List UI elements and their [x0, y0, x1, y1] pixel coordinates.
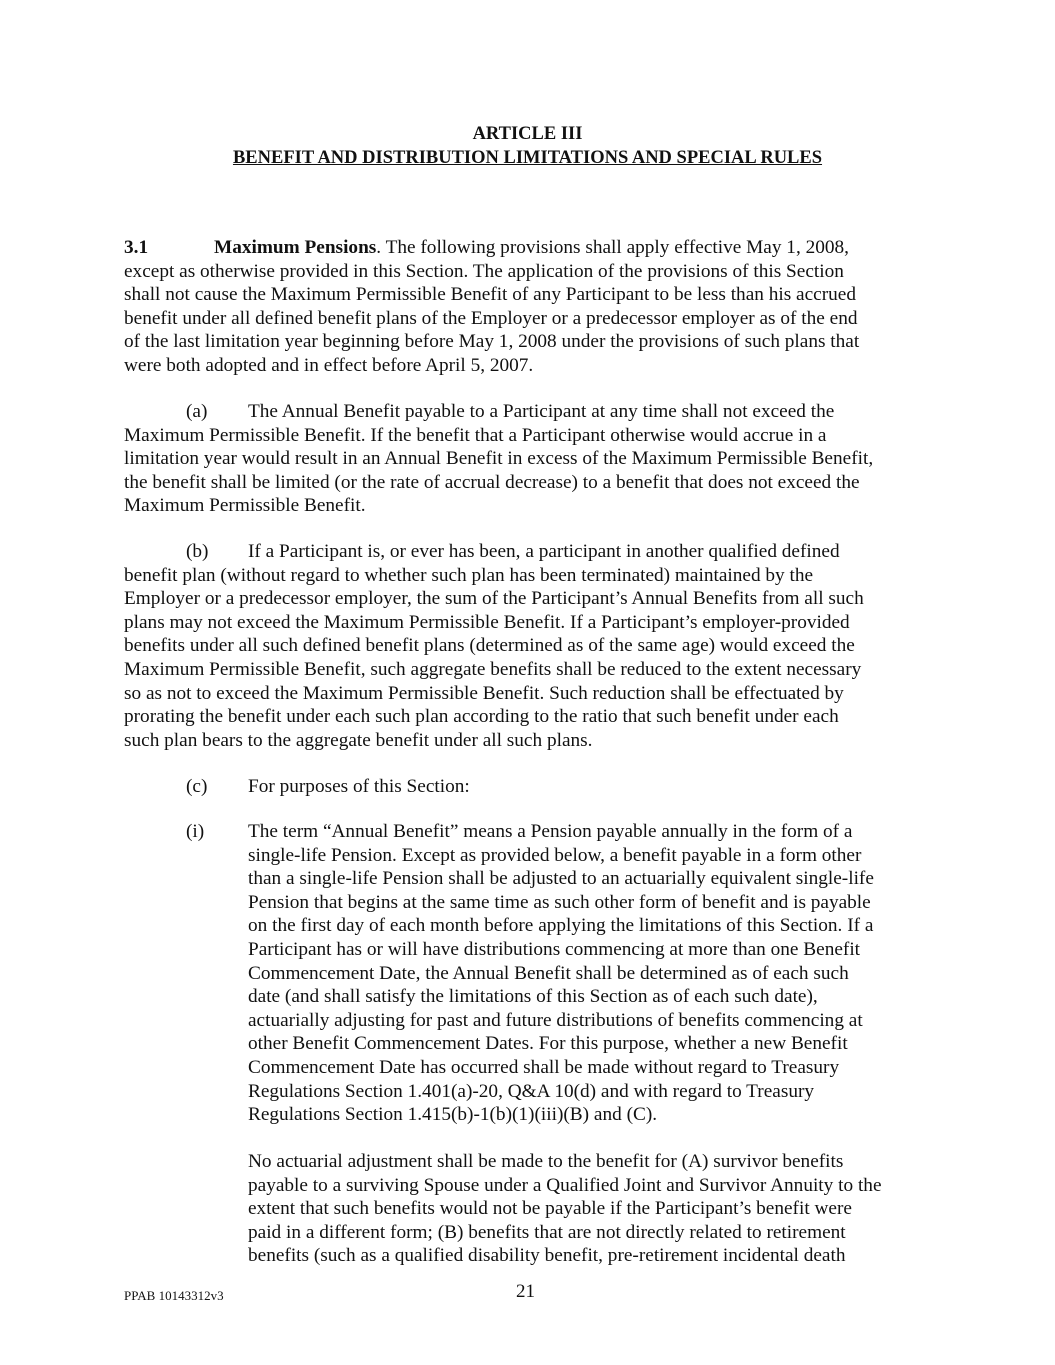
text-line: Participant has or will have distributions commencing at more than one Benefit: [248, 938, 861, 960]
paragraph-label: (c): [186, 776, 208, 797]
text-line: Employer or a predecessor employer, the sum of the Participant’s Annual Benefits from all such: [124, 588, 864, 610]
text-line: Regulations Section 1.401(a)-20, Q&A 10(d) and with regard to Treasury: [248, 1080, 815, 1102]
paragraph-i: [248, 820, 874, 1127]
text-line: on the first day of each month before applying the limitations of this Section. If a: [248, 915, 874, 937]
text-line: The term “Annual Benefit” means a Pension payable annually in the form of a: [248, 821, 853, 842]
section-3-1: [124, 236, 859, 378]
paragraph-c: [124, 775, 470, 799]
paragraph-a: [124, 400, 873, 518]
text-line: shall not cause the Maximum Permissible Benefit of any Participant to be less than his accrued: [124, 284, 856, 306]
text-line: extent that such benefits would not be payable if the Participant’s benefit were: [248, 1198, 852, 1220]
text-line: benefit plan (without regard to whether such plan has been terminated) maintained by the: [124, 564, 814, 586]
text-line: Commencement Date has occurred shall be made without regard to Treasury: [248, 1056, 840, 1078]
text-line: prorating the benefit under each such plan according to the ratio that such benefit under each: [124, 706, 839, 728]
paragraph-i-label: (i): [186, 821, 205, 842]
text-line: were both adopted and in effect before April 5, 2007.: [124, 354, 534, 376]
paragraph-text: For purposes of this Section:: [248, 776, 470, 797]
text-line: Commencement Date, the Annual Benefit shall be determined as of each such: [248, 962, 849, 984]
text-line: than a single-life Pension shall be adjusted to an actuarially equivalent single-life: [248, 868, 874, 890]
text-line: other Benefit Commencement Dates. For this purpose, whether a new Benefit: [248, 1033, 848, 1055]
text-line: Maximum Permissible Benefit. If the benefit that a Participant otherwise would accrue in a: [124, 424, 827, 446]
text-line: date (and shall satisfy the limitations of this Section as of each such date),: [248, 986, 818, 1008]
footer-doc-id: PPAB 10143312v3: [124, 1288, 224, 1303]
text-line: Regulations Section 1.415(b)-1(b)(1)(iii)(B) and (C).: [248, 1104, 658, 1126]
paragraph-label: (a): [186, 401, 208, 422]
text-line: except as otherwise provided in this Section. The application of the provisions of this Section: [124, 260, 844, 282]
paragraph-text: The Annual Benefit payable to a Participant at any time shall not exceed the: [248, 401, 835, 422]
paragraph-b: [124, 540, 864, 752]
paragraph-label: (b): [186, 541, 209, 562]
text-line: Pension that begins at the same time as such other form of benefit and is payable: [248, 891, 871, 913]
paragraph-text: If a Participant is, or ever has been, a participant in another qualified defined: [248, 541, 840, 562]
text-line: payable to a surviving Spouse under a Qualified Joint and Survivor Annuity to the: [248, 1174, 882, 1196]
text-line: limitation year would result in an Annual Benefit in excess of the Maximum Permissible Benefit,: [124, 448, 874, 470]
text-line: actuarially adjusting for past and future distributions of benefits commencing at: [248, 1009, 863, 1031]
text-line: such plan bears to the aggregate benefit under all such plans.: [124, 729, 593, 751]
section-text: . The following provisions shall apply effective May 1, 2008,: [376, 237, 849, 258]
text-line: of the last limitation year beginning before May 1, 2008 under the provisions of such plans that: [124, 331, 860, 353]
text-line: so as not to exceed the Maximum Permissible Benefit. Such reduction shall be effectuated by: [124, 682, 844, 704]
text-line: paid in a different form; (B) benefits that are not directly related to retirement: [248, 1221, 846, 1243]
text-line: Maximum Permissible Benefit.: [124, 495, 366, 517]
text-line: the benefit shall be limited (or the rate of accrual decrease) to a benefit that does not exceed the: [124, 471, 860, 493]
text-line: No actuarial adjustment shall be made to the benefit for (A) survivor benefits: [248, 1151, 844, 1172]
text-line: benefits (such as a qualified disability benefit, pre-retirement incidental death: [248, 1245, 846, 1267]
article-title: BENEFIT AND DISTRIBUTION LIMITATIONS AND SPECIAL RULES: [232, 148, 823, 168]
text-line: benefits under all such defined benefit plans (determined as of the same age) would exceed the: [124, 635, 855, 657]
paragraph-i-continued: [248, 1150, 882, 1268]
page-number: 21: [516, 1281, 535, 1302]
text-line: single-life Pension. Except as provided below, a benefit payable in a form other: [248, 844, 862, 866]
article-number: ARTICLE III: [472, 124, 583, 144]
text-line: Maximum Permissible Benefit, such aggregate benefits shall be reduced to the extent necessary: [124, 658, 862, 680]
section-heading: Maximum Pensions: [214, 237, 377, 258]
section-number: 3.1: [124, 237, 149, 258]
text-line: benefit under all defined benefit plans of the Employer or a predecessor employer as of the end: [124, 307, 858, 329]
text-line: plans may not exceed the Maximum Permissible Benefit. If a Participant’s employer-provided: [124, 611, 850, 633]
